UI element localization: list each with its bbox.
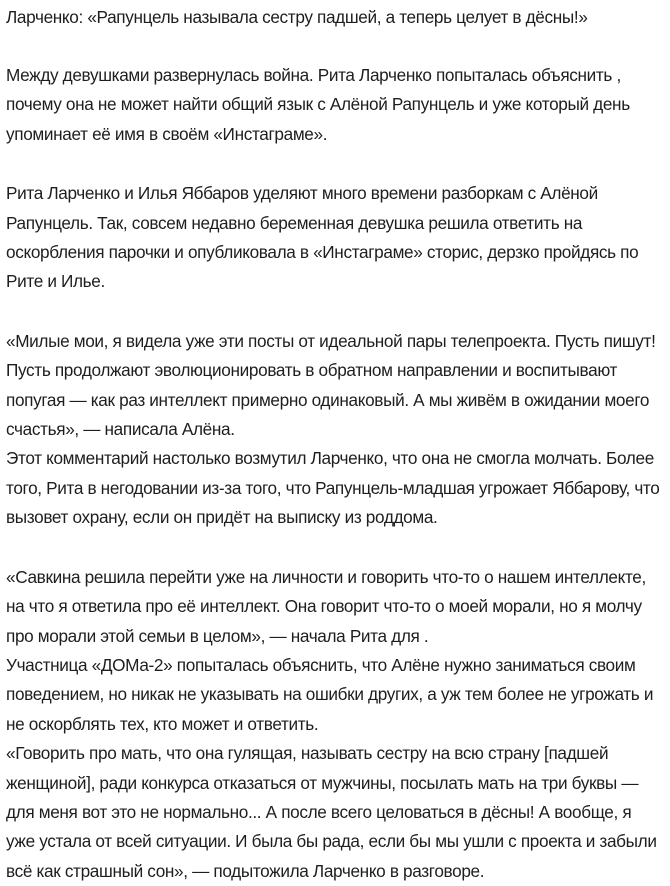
spacer — [6, 149, 664, 179]
spacer — [6, 32, 664, 61]
spacer — [6, 297, 664, 327]
paragraph-final-quote: «Говорить про мать, что она гулящая, называть сестру на всю страну [падшей женщиной], ради конкурса отказаться от мужчины, посылать мать на три буквы — для меня вот это не нормально... А после всего целоваться в дёсны! А вообще, я уже устала от всей ситуации. И была бы рада, если бы мы ушли с проекта и забыли всё как страшный сон», — подытожила Ларченко в разговоре. — [6, 743, 657, 881]
paragraph-background: Рита Ларченко и Илья Яббаров уделяют много времени разборкам с Алёной Рапунцель. Так, совсем недавно беременная девушка решила ответить на оскорбления парочки и опубликовала в «Инстаграме» сторис, дерзко пройдясь по Рите и Илье. — [6, 183, 639, 292]
spacer — [6, 533, 664, 563]
paragraph-intro: Между девушками развернулась война. Рита Ларченко попыталась объяснить , почему она не может найти общий язык с Алёной Рапунцель и уже который день упоминает её имя в своём «Инстаграме». — [6, 65, 630, 144]
paragraph-explanation: Участница «ДОМа-2» попыталась объяснить, что Алёне нужно заниматься своим поведением, но никак не указывать на ошибки других, а уж тем более не угрожать и не оскорблять тех, кто может и ответить. — [6, 654, 654, 734]
article-title: Ларченко: «Рапунцель называла сестру падшей, а теперь целует в дёсны!» — [6, 7, 588, 27]
paragraph-reaction: Этот комментарий настолько возмутил Ларченко, что она не смогла молчать. Более того, Рита в негодовании из-за того, что Рапунцель-младшая угрожает Яббарову, что вызовет охрану, если он придёт на выписку из роддома. — [6, 448, 660, 528]
paragraph-rita-quote: «Савкина решила перейти уже на личности и говорить что-то о нашем интеллекте, на что я ответила про её интеллект. Она говорит что-то о моей морали, но я молчу про морали этой семьи в целом», — начала Рита для . — [6, 566, 646, 646]
article — [0, 2, 664, 886]
paragraph-alena-quote: «Милые мои, я видела уже эти посты от идеальной пары телепроекта. Пусть пишут! Пусть продолжают эволюционировать в обратном направлении и воспитывают попугая — как раз интеллект примерно одинаковый. А мы живём в ожидании моего счастья», — написала Алёна. — [6, 330, 656, 440]
